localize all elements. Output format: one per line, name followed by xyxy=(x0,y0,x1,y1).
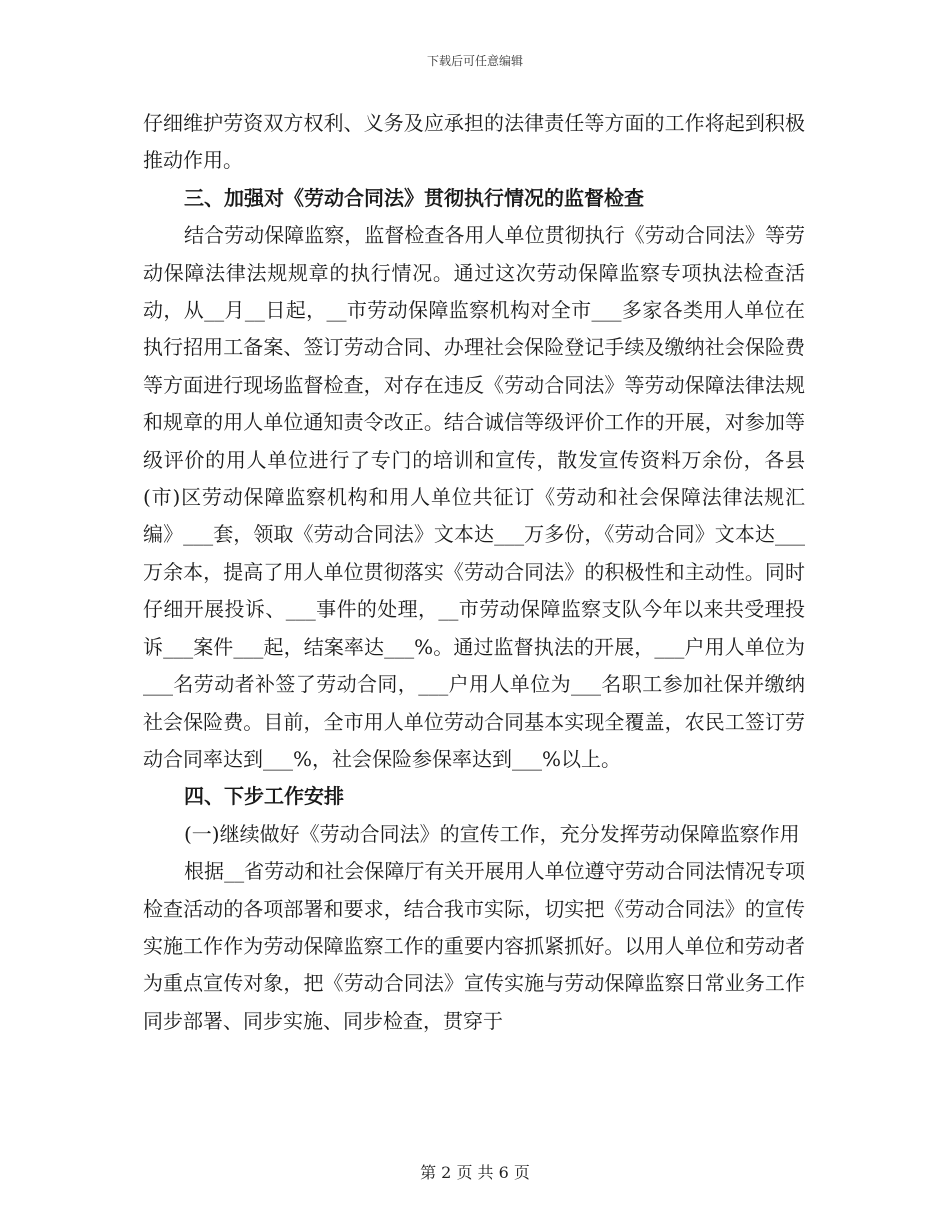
page-footer: 第 2 页 共 6 页 xyxy=(420,1163,530,1182)
section-heading-3: 三、加强对《劳动合同法》贯彻执行情况的监督检查 xyxy=(184,185,644,210)
section-heading-4: 四、下步工作安排 xyxy=(184,784,344,809)
paragraph-supervision: 结合劳动保障监察，监督检查各用人单位贯彻执行《劳动合同法》等劳动保障法律法规规章的执行情况。通过这次劳动保障监察专项执法检查活动，从__月__日起，__市劳动保障监察机构对全市___多家各类用人单位在执行招用工备案、签订劳动合同、办理社会保险登记手续及缴纳社会保险费等方面进行现场监督检查，对存在违反《劳动合同法》等劳动保障法律法规和规章的用人单位通知责令改正。结合诚信等级评价工作的开展，对参加等级评价的用人单位进行了专门的培训和宣传，散发宣传资料万余份，各县(市)区劳动保障监察机构和用人单位共征订《劳动和社会保障法律法规汇编》___套，领取《劳动合同法》文本达___万多份，《劳动合同》文本达___万余本，提高了用人单位贯彻落实《劳动合同法》的积极性和主动性。同时仔细开展投诉、___事件的处理，__市劳动保障监察支队今年以来共受理投诉___案件___起，结案率达___%。通过监督执法的开展，___户用人单位为___名劳动者补签了劳动合同，___户用人单位为___名职工参加社保并缴纳社会保险费。目前，全市用人单位劳动合同基本实现全覆盖，农民工签订劳动合同率达到___%，社会保险参保率达到___%以上。 xyxy=(143,223,805,771)
subsection-heading-1: (一)继续做好《劳动合同法》的宣传工作，充分发挥劳动保障监察作用 xyxy=(184,821,800,846)
page-header: 下载后可任意编辑 xyxy=(426,54,523,68)
document-body xyxy=(143,105,805,1040)
paragraph-continuation: 仔细维护劳资双方权利、义务及应承担的法律责任等方面的工作将起到积极推动作用。 xyxy=(143,111,805,173)
paragraph-plan: 根据__省劳动和社会保障厅有关开展用人单位遵守劳动合同法情况专项检查活动的各项部署和要求，结合我市实际，切实把《劳动合同法》的宣传实施工作作为劳动保障监察工作的重要内容抓紧抓好。以用人单位和劳动者为重点宣传对象，把《劳动合同法》宣传实施与劳动保障监察日常业务工作同步部署、同步实施、同步检查，贯穿于 xyxy=(143,859,805,1033)
